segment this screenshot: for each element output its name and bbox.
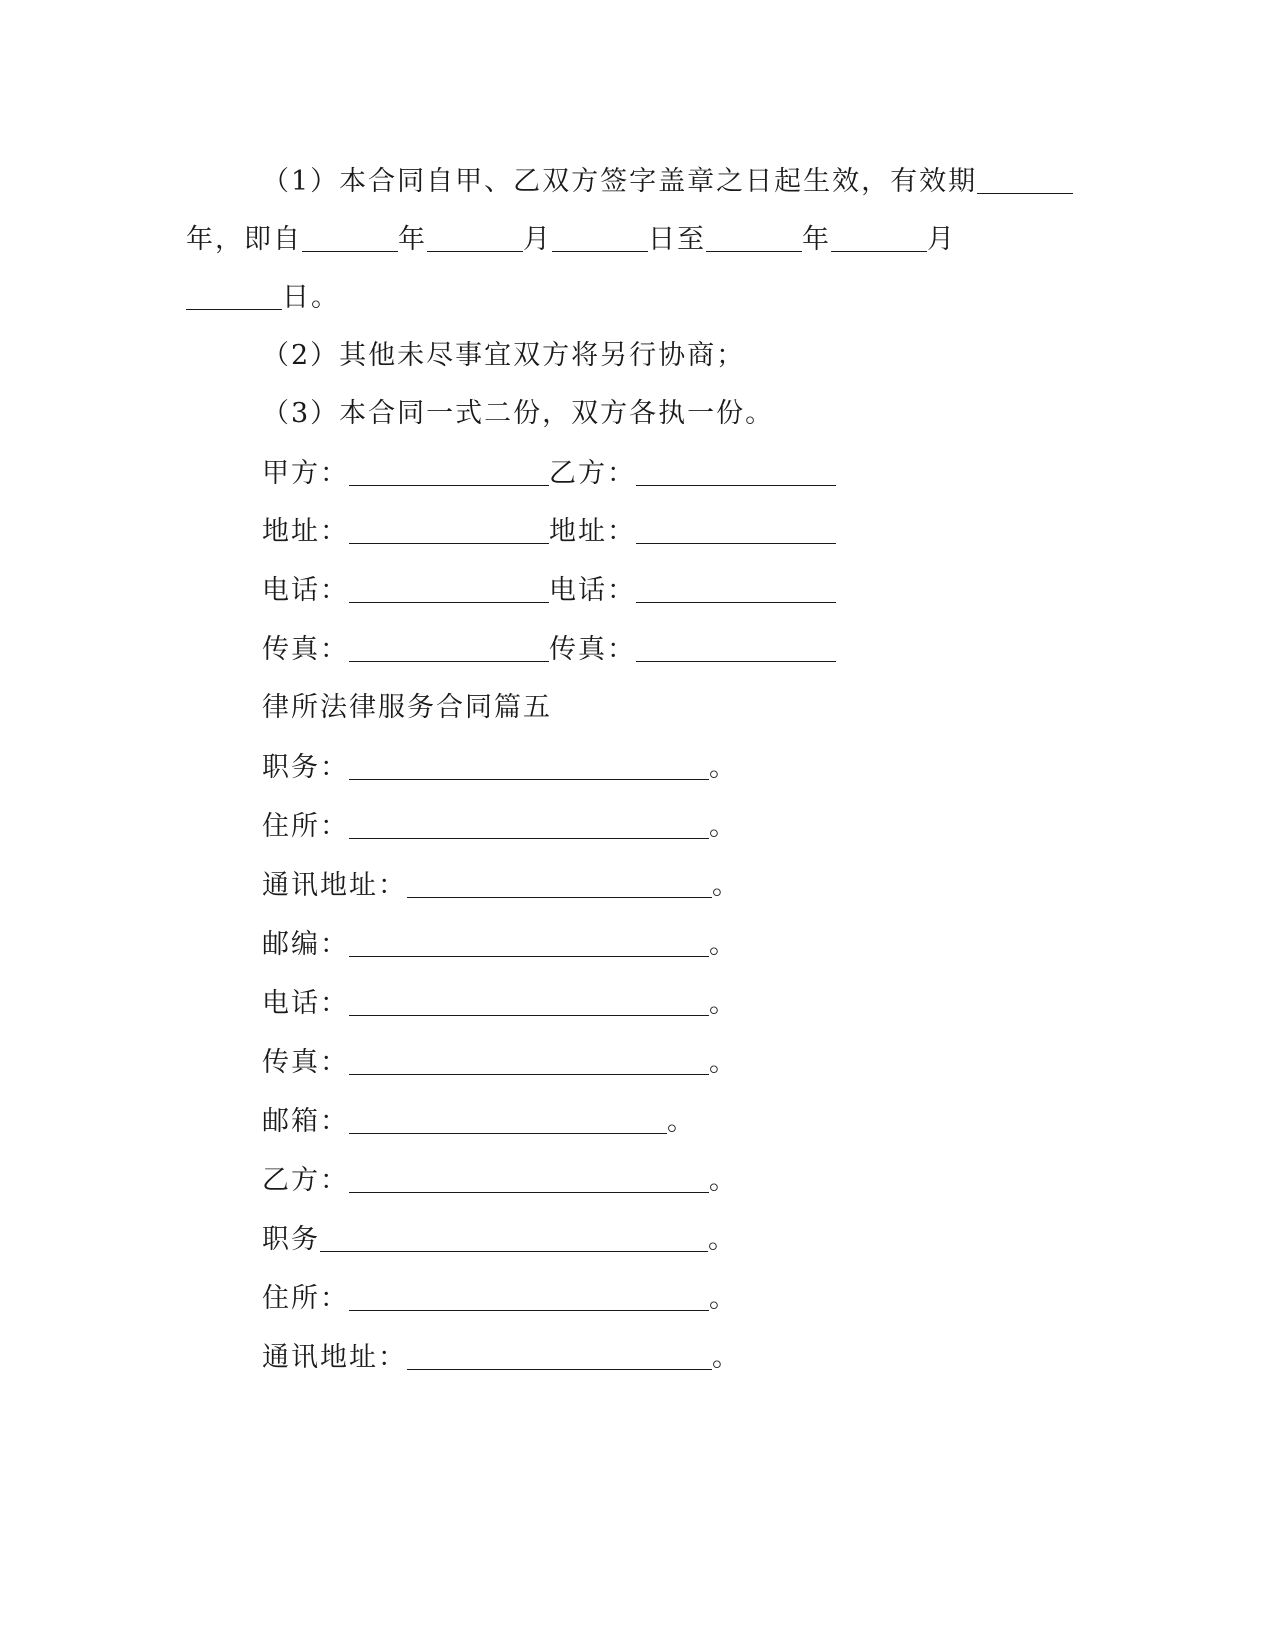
blank-start-day[interactable] [552,223,648,252]
phone-blank[interactable] [349,987,709,1016]
clause-1-line-2 [186,220,956,260]
address-b-label: 地址： [549,516,636,547]
text-month-1: 月 [523,224,552,255]
blank-validity-years[interactable] [977,165,1073,194]
postcode-label: 邮编： [262,929,349,960]
residence-b-label: 住所： [262,1283,349,1314]
fax-b-label: 传真： [549,634,636,665]
field-party-b [262,1161,738,1201]
phone-a-label: 电话： [262,575,349,606]
field-mailing-address [262,866,741,906]
party-b-label: 乙方： [549,458,636,489]
position-b-blank[interactable] [320,1223,708,1252]
phone-b-blank[interactable] [636,574,836,603]
position-b-label: 职务 [262,1224,320,1255]
signature-row-address [262,512,836,552]
period: 。 [667,1106,696,1137]
signature-row-party [262,454,836,494]
email-blank[interactable] [349,1105,667,1134]
clause-1-text: （1）本合同自甲、乙双方签字盖章之日起生效，有效期 [262,166,978,197]
clause-3: （3）本合同一式二份，双方各执一份。 [262,398,775,429]
phone-label: 电话： [262,988,349,1019]
period: 。 [709,811,738,842]
blank-end-month[interactable] [831,223,927,252]
field-email [262,1102,696,1142]
party-a-blank[interactable] [349,457,549,486]
text-day-end: 日。 [282,282,340,313]
mailing-address-blank[interactable] [407,869,712,898]
period: 。 [709,988,738,1019]
fax-b-blank[interactable] [636,633,836,662]
signature-row-phone [262,571,836,611]
field-mailing-address-b [262,1338,741,1378]
residence-blank[interactable] [349,810,709,839]
residence-b-blank[interactable] [349,1282,709,1311]
period: 。 [712,870,741,901]
fax-a-blank[interactable] [349,633,549,662]
postcode-blank[interactable] [349,928,709,957]
mailing-address-label: 通讯地址： [262,870,407,901]
blank-start-month[interactable] [427,223,523,252]
text-day-to: 日至 [648,224,706,255]
residence-label: 住所： [262,811,349,842]
field-position-b [262,1220,737,1260]
party-b-blank[interactable] [636,457,836,486]
field-residence [262,807,738,847]
address-a-label: 地址： [262,516,349,547]
blank-end-day[interactable] [186,281,282,310]
clause-1-line-1 [262,162,1073,202]
mailing-address-b-blank[interactable] [407,1341,712,1370]
mailing-address-b-label: 通讯地址： [262,1342,407,1373]
address-a-blank[interactable] [349,515,549,544]
period: 。 [709,929,738,960]
text-year-2: 年 [802,224,831,255]
section-title: 律所法律服务合同篇五 [262,692,552,723]
field-postcode [262,925,738,965]
party-a-label: 甲方： [262,458,349,489]
blank-start-year[interactable] [302,223,398,252]
address-b-blank[interactable] [636,515,836,544]
period: 。 [709,1283,738,1314]
fax-a-label: 传真： [262,634,349,665]
period: 。 [708,1224,737,1255]
position-label: 职务： [262,752,349,783]
field-phone [262,984,738,1024]
field-residence-b [262,1279,738,1319]
period: 。 [709,1165,738,1196]
text-year-1: 年 [398,224,427,255]
clause-2: （2）其他未尽事宜双方将另行协商； [262,340,746,371]
period: 。 [712,1342,741,1373]
field-fax [262,1043,738,1083]
party-b-field-blank[interactable] [349,1164,709,1193]
blank-end-year[interactable] [706,223,802,252]
email-label: 邮箱： [262,1106,349,1137]
period: 。 [709,752,738,783]
fax-blank[interactable] [349,1046,709,1075]
text-year-from: 年，即自 [186,224,302,255]
clause-1-line-3 [186,278,340,318]
signature-row-fax [262,630,836,670]
field-position [262,748,738,788]
party-b-field-label: 乙方： [262,1165,349,1196]
phone-a-blank[interactable] [349,574,549,603]
period: 。 [709,1047,738,1078]
fax-label: 传真： [262,1047,349,1078]
text-month-2: 月 [927,224,956,255]
phone-b-label: 电话： [549,575,636,606]
position-blank[interactable] [349,751,709,780]
